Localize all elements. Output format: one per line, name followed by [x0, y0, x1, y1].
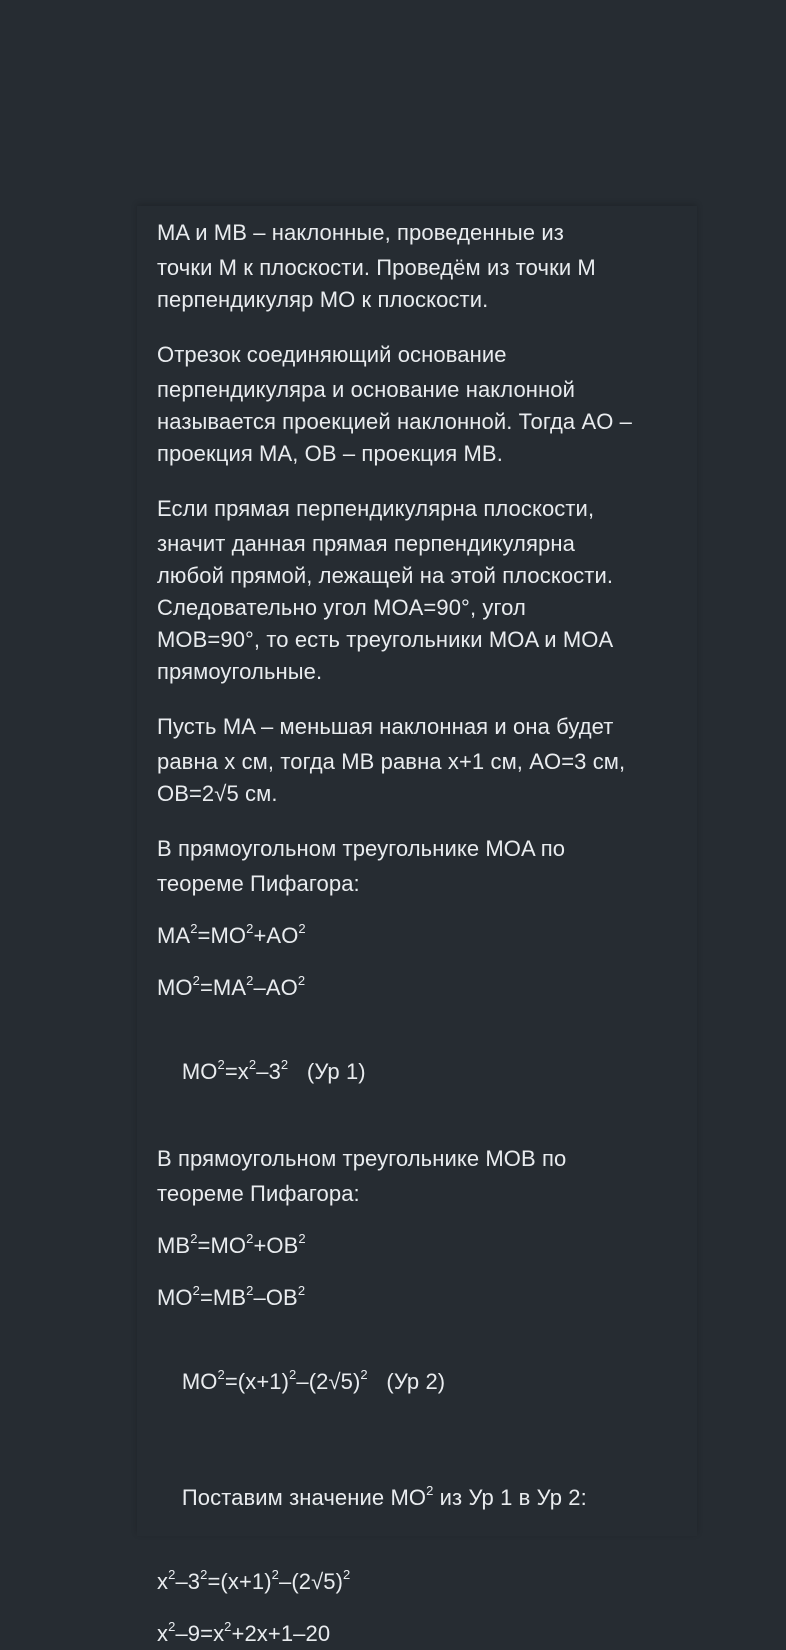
- paragraph-1: [157, 214, 697, 316]
- paragraph-4: [157, 708, 697, 810]
- equation-ur1: $MO^2=x^2-3^2$ (Ур 1): [181, 1056, 366, 1084]
- text-line: перпендикуляр MO к плоскости.: [157, 287, 489, 312]
- answer-content: [157, 214, 697, 1650]
- text-line: MOB=90°, то есть треугольники MOA и MOA: [157, 627, 614, 652]
- text-line: MA и MB – наклонные, проведенные из: [157, 220, 564, 245]
- text-line: теореме Пифагора:: [157, 1181, 360, 1206]
- text-line: Отрезок соединяющий основание: [157, 342, 507, 367]
- paragraph-6: [157, 1140, 697, 1210]
- equation-combined: $x^2-3^2=(x+1)^2-(2√5)^2$: [157, 1566, 351, 1594]
- equation-ma: $MA^2=MO^2+AO^2$: [157, 920, 306, 948]
- text-line: равна x см, тогда MB равна x+1 см, AO=3 см,: [157, 749, 626, 774]
- text-line: проекция MA, OB – проекция MB.: [157, 441, 503, 466]
- text-line: значит данная прямая перпендикулярна: [157, 531, 575, 556]
- substitution-text: Поставим значение $MO^2$ из Ур 1 в Ур 2:: [181, 1482, 587, 1510]
- text-line: любой прямой, лежащей на этой плоскости.: [157, 563, 614, 588]
- paragraph-2: [157, 336, 697, 470]
- equation-mb: $MB^2=MO^2+OB^2$: [157, 1230, 306, 1258]
- text-line: перпендикуляра и основание наклонной: [157, 377, 576, 402]
- text-line: Пусть MA – меньшая наклонная и она будет: [157, 714, 614, 739]
- equation-expanded: $x^2-9=x^2+2x+1-20$: [157, 1618, 331, 1646]
- text-line: Если прямая перпендикулярна плоскости,: [157, 496, 595, 521]
- paragraph-5: [157, 830, 697, 900]
- text-line: теореме Пифагора:: [157, 871, 360, 896]
- text-line: называется проекцией наклонной. Тогда AO –: [157, 409, 632, 434]
- equation-mo-b: $MO^2=MB^2-OB^2$: [157, 1282, 306, 1310]
- paragraph-3: [157, 490, 697, 688]
- text-line: OB=2√5 см.: [157, 781, 278, 806]
- equation-mo-a: $MO^2=MA^2-AO^2$: [157, 972, 306, 1000]
- text-line: В прямоугольном треугольнике MOA по: [157, 836, 566, 861]
- equation-ur2: $MO^2=(x+1)^2-(2√5)^2$ (Ур 2): [181, 1366, 446, 1394]
- text-line: прямоугольные.: [157, 659, 323, 684]
- text-line: В прямоугольном треугольнике MOB по: [157, 1146, 567, 1171]
- text-line: точки M к плоскости. Проведём из точки M: [157, 255, 596, 280]
- text-line: Следовательно угол MOA=90°, угол: [157, 595, 526, 620]
